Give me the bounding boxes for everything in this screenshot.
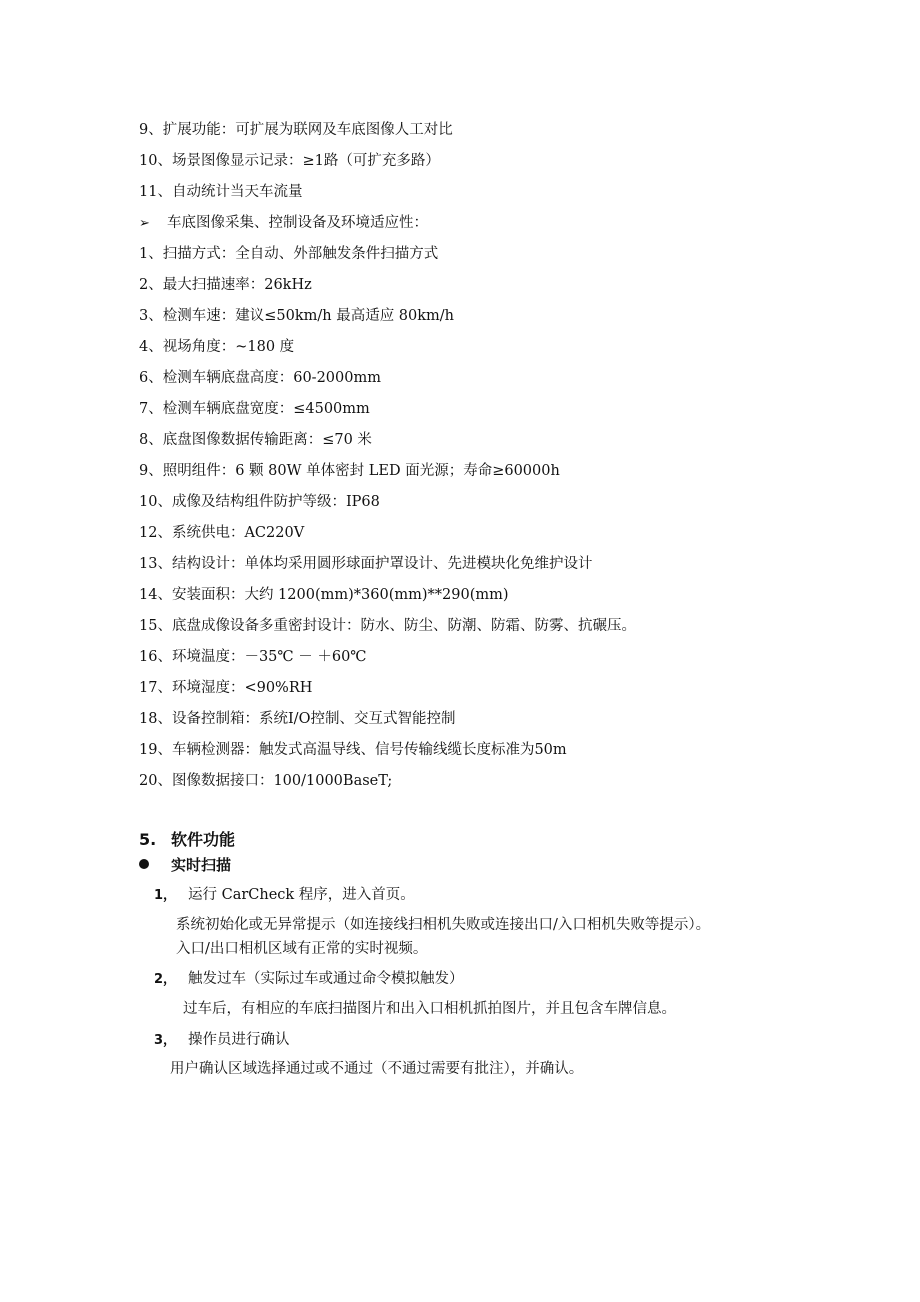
step-number: 3， xyxy=(154,1033,177,1048)
spec-line: 7、检测车辆底盘宽度：≤4500mm xyxy=(139,401,370,417)
section-heading xyxy=(139,829,235,851)
step-item xyxy=(154,884,415,907)
step-detail: 过车后，有相应的车底扫描图片和出入口相机抓拍图片，并且包含车牌信息。 xyxy=(183,1001,676,1017)
subsection-title: 实时扫描 xyxy=(171,856,232,874)
spec-line: 1、扫描方式：全自动、外部触发条件扫描方式 xyxy=(139,246,439,262)
step-title: 运行 CarCheck 程序，进入首页。 xyxy=(188,887,415,903)
step-item xyxy=(154,1029,290,1052)
spec-line: 9、扩展功能：可扩展为联网及车底图像人工对比 xyxy=(139,122,453,138)
subsection-bullet xyxy=(139,213,428,234)
spec-line: 10、成像及结构组件防护等级：IP68 xyxy=(139,494,380,510)
step-item xyxy=(154,968,464,991)
spec-line: 2、最大扫描速率：26kHz xyxy=(139,277,312,293)
subsection-heading xyxy=(139,854,231,876)
spec-line: 14、安装面积：大约 1200(mm)*360(mm)**290(mm) xyxy=(139,587,509,603)
spec-line: 19、车辆检测器：触发式高温导线、信号传输线缆长度标准为50m xyxy=(139,742,567,758)
step-number: 2， xyxy=(154,972,177,987)
spec-line: 20、图像数据接口：100/1000BaseT; xyxy=(139,773,393,789)
spec-line: 13、结构设计：单体均采用圆形球面护罩设计、先进模块化免维护设计 xyxy=(139,556,593,572)
spec-line: 4、视场角度：~180 度 xyxy=(139,339,295,355)
arrow-bullet-icon: ➢ xyxy=(139,216,150,231)
step-detail: 用户确认区域选择通过或不通过（不通过需要有批注），并确认。 xyxy=(170,1061,584,1077)
step-detail: 入口/出口相机区域有正常的实时视频。 xyxy=(176,941,428,957)
spec-line: 18、设备控制箱：系统I/O控制、交互式智能控制 xyxy=(139,711,456,727)
spec-line: 15、底盘成像设备多重密封设计：防水、防尘、防潮、防霜、防雾、抗碾压。 xyxy=(139,618,636,634)
spec-line: 6、检测车辆底盘高度：60-2000mm xyxy=(139,370,381,386)
step-number: 1， xyxy=(154,888,177,903)
section-number: 5. xyxy=(139,830,157,849)
step-title: 操作员进行确认 xyxy=(188,1032,290,1048)
spec-line: 9、照明组件：6 颗 80W 单体密封 LED 面光源；寿命≥60000h xyxy=(139,463,560,479)
subsection-bullet-text: 车底图像采集、控制设备及环境适应性： xyxy=(167,215,428,231)
step-detail: 系统初始化或无异常提示（如连接线扫相机失败或连接出口/入口相机失败等提示）。 xyxy=(176,917,711,933)
spec-line: 12、系统供电：AC220V xyxy=(139,525,305,541)
spec-line: 3、检测车速：建议≤50km/h 最高适应 80km/h xyxy=(139,308,455,324)
dot-bullet-icon xyxy=(139,859,149,869)
spec-line: 8、底盘图像数据传输距离：≤70 米 xyxy=(139,432,372,448)
step-title: 触发过车（实际过车或通过命令模拟触发） xyxy=(188,971,464,987)
spec-line: 17、环境湿度：<90%RH xyxy=(139,680,313,696)
section-title: 软件功能 xyxy=(171,830,236,849)
spec-line: 10、场景图像显示记录：≥1路（可扩充多路） xyxy=(139,153,440,169)
spec-line: 11、自动统计当天车流量 xyxy=(139,184,303,200)
spec-line: 16、环境温度：－35℃ － ＋60℃ xyxy=(139,649,367,665)
